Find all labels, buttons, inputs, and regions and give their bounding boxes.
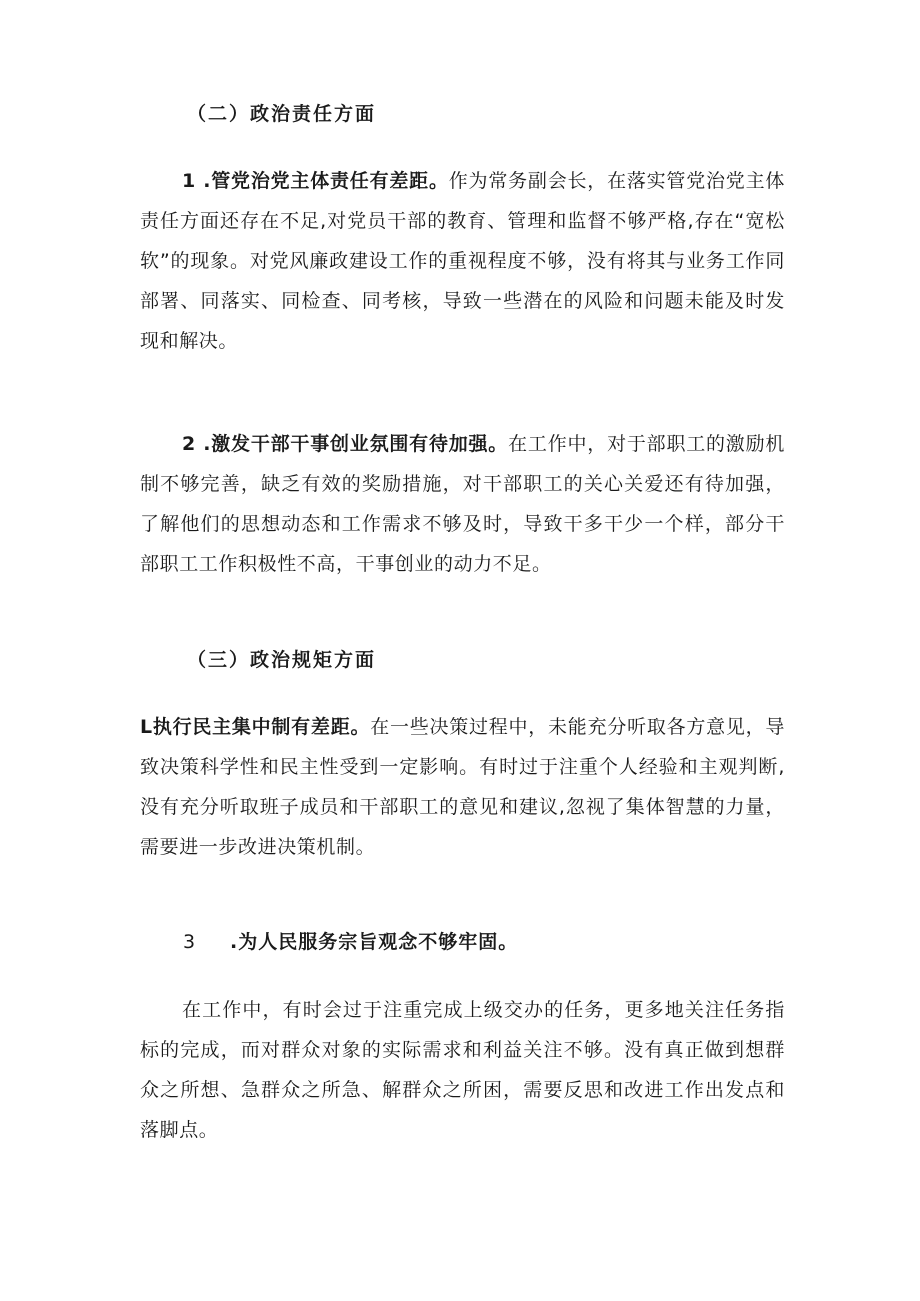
item-lead: 1 .管党治党主体责任有差距。 — [182, 170, 449, 192]
section-heading-political-rules: （三）政治规矩方面 — [187, 649, 377, 671]
item-lead: 2 .激发干部干事创业氛围有待加强。 — [182, 433, 509, 455]
paragraph-responsibility-item-1 — [140, 161, 785, 361]
item-body: 作为常务副会长，在落实管党治党主体责任方面还存在不足,对党员干部的教育、管理和监督不够严格,存在“宽松软”的现象。对党风廉政建设工作的重视程度不够，没有将其与业务工作同部署、同落实、同检查、同考核，导致一些潜在的风险和问题未能及时发现和解决。 — [140, 170, 785, 352]
section-heading-political-responsibility: （二）政治责任方面 — [187, 103, 377, 125]
item-number: 3 — [183, 931, 197, 953]
item-title: .为人民服务宗旨观念不够牢固。 — [230, 931, 519, 953]
rules-item-3-title-line — [183, 929, 518, 955]
paragraph-responsibility-item-2 — [140, 424, 785, 584]
item-body: 在一些决策过程中，未能充分听取各方意见，导致决策科学性和民主性受到一定影响。有时过于注重个人经验和主观判断,没有充分听取班子成员和干部职工的意见和建议,忽视了集体智慧的力量，需要进一步改进决策机制。 — [140, 716, 785, 858]
paragraph-rules-item-3-body: 在工作中，有时会过于注重完成上级交办的任务，更多地关注任务指标的完成，而对群众对象的实际需求和利益关注不够。没有真正做到想群众之所想、急群众之所急、解群众之所困，需要反思和改进工作出发点和落脚点。 — [140, 999, 785, 1141]
item-lead: L执行民主集中制有差距。 — [140, 716, 371, 738]
item-body: 在工作中，对于部职工的激励机制不够完善，缺乏有效的奖励措施，对干部职工的关心关爱还有待加强，了解他们的思想动态和工作需求不够及时，导致干多干少一个样，部分干部职工工作积极性不高，干事创业的动力不足。 — [140, 433, 785, 575]
paragraph-rules-item-1 — [140, 707, 785, 867]
